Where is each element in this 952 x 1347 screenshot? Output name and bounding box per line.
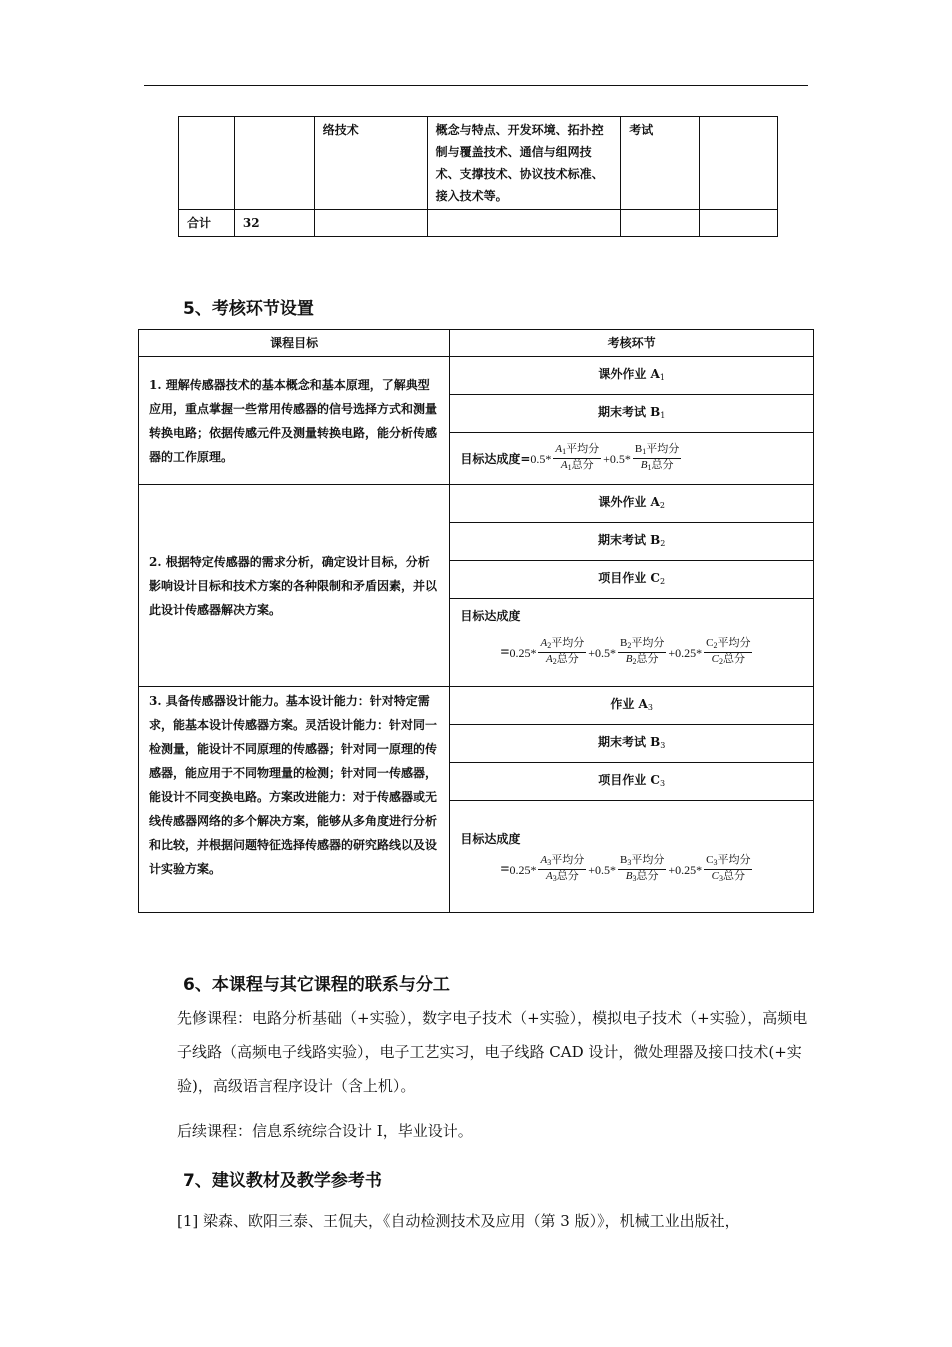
top-table — [178, 116, 778, 237]
section-5-title: 5、考核环节设置 — [183, 299, 314, 319]
goal-3: 3. 具备传感器设计能力。基本设计能力：针对特定需求，能基本设计传感器方案。灵活设计能力：针对同一检测量，能设计不同原理的传感器；针对同一原理的传感器，能应用于不同物理量的检测；针对同一传感器，能设计不同变换电路。方案改进能力：对于传感器或无线传感器网络的多个解决方案，能够从多角度进行分析和比较，并根据问题特征选择传感器的研究路线以及设计实验方案。 — [139, 687, 450, 913]
cell-assessment: 考试 — [621, 117, 700, 210]
header-goal: 课程目标 — [139, 330, 450, 357]
assessment-table — [138, 329, 814, 913]
header-assessment: 考核环节 — [450, 330, 814, 357]
goal-3-item-3: 项目作业 $C_3$ — [450, 763, 814, 801]
section-7-title: 7、建议教材及教学参考书 — [183, 1171, 382, 1191]
total-value: 32 — [234, 210, 314, 237]
cell-topic: 络技术 — [314, 117, 427, 210]
section-6-title: 6、本课程与其它课程的联系与分工 — [183, 975, 450, 995]
header-rule — [144, 85, 808, 86]
goal-2: 2. 根据特定传感器的需求分析，确定设计目标，分析影响设计目标和技术方案的各种限制和矛盾因素，并以此设计传感器解决方案。 — [139, 485, 450, 687]
goal-3-formula: 目标达成度 = 0.25* $\frac{A_3平均分}{A_3总分}$ + 0.5* $\frac{B_3平均分}{B_3总分}$ + 0.25* $\frac{C_3平均分}{C_3总分}$ — [450, 801, 814, 913]
goal-1-item-1: 课外作业 $A_1$ — [450, 357, 814, 395]
goal-1: 1. 理解传感器技术的基本概念和基本原理，了解典型应用，重点掌握一些常用传感器的信号选择方式和测量转换电路；依据传感元件及测量转换电路，能分析传感器的工作原理。 — [139, 357, 450, 485]
cell-content: 概念与特点、开发环境、拓扑控制与覆盖技术、通信与组网技术、支撑技术、协议技术标准、接入技术等。 — [427, 117, 621, 210]
reference-1: [1] 梁森、欧阳三泰、王侃夫，《自动检测技术及应用（第 3 版）》，机械工业出版社， — [177, 1212, 740, 1230]
followup-paragraph: 后续课程：信息系统综合设计 I，毕业设计。 — [177, 1122, 473, 1140]
goal-2-item-1: 课外作业 $A_2$ — [450, 485, 814, 523]
goal-3-item-2: 期末考试 $B_3$ — [450, 725, 814, 763]
goal-2-formula: 目标达成度 = 0.25* $\frac{A_2平均分}{A_2总分}$ + 0.5* $\frac{B_2平均分}{B_2总分}$ + 0.25* $\frac{C_2平均分}{C_2总分}$ — [450, 599, 814, 687]
goal-1-item-2: 期末考试 $B_1$ — [450, 395, 814, 433]
goal-3-item-1: 作业 $A_3$ — [450, 687, 814, 725]
goal-2-item-2: 期末考试 $B_2$ — [450, 523, 814, 561]
prerequisites-paragraph: 先修课程：电路分析基础（+实验），数字电子技术（+实验），模拟电子技术（+实验），高频电子线路（高频电子线路实验），电子工艺实习，电子线路 CAD 设计，微处理器及接口技术(+实验)，高级语言程序设计（含上机）。 — [177, 1009, 808, 1095]
goal-1-formula: 目标达成度= 0.5* $\frac{A_1平均分}{A_1总分}$ + 0.5* $\frac{B_1平均分}{B_1总分}$ — [450, 433, 814, 485]
goal-2-item-3: 项目作业 $C_2$ — [450, 561, 814, 599]
total-label: 合计 — [179, 210, 235, 237]
